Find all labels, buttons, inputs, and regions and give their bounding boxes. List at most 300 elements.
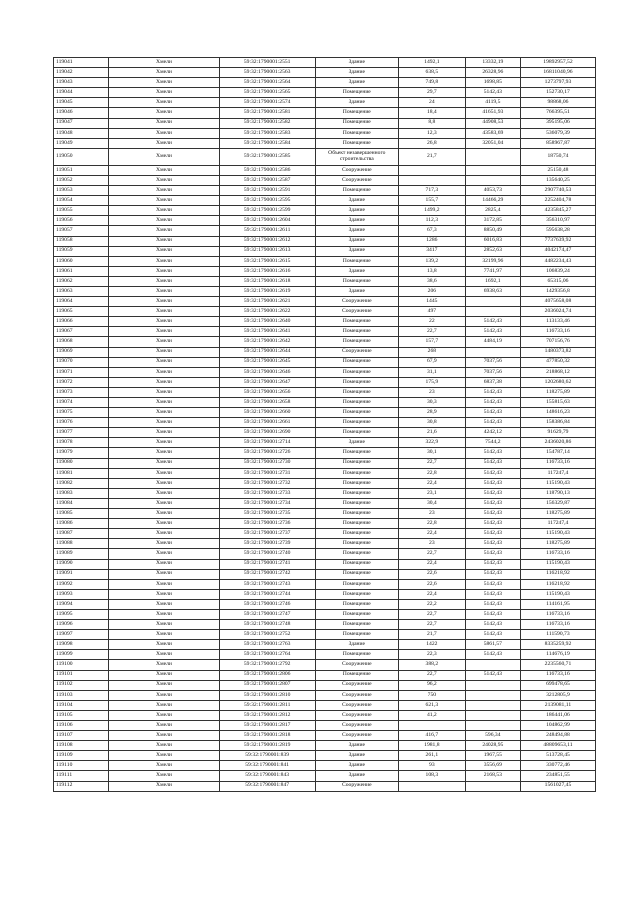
object-type-cell: Здание	[315, 266, 398, 276]
table-body	[54, 58, 596, 792]
cadastral-number-cell: 59:32:1790001:2731	[219, 468, 315, 478]
cadastral-value-cell: 18750,74	[520, 148, 595, 165]
cadastral-value-cell: 98868,06	[520, 98, 595, 108]
area-cell: 31,1	[398, 367, 465, 377]
unit-value-cell: 3172,85	[465, 216, 520, 226]
cadastral-value-cell: 116733,16	[520, 549, 595, 559]
table-row	[54, 186, 596, 196]
cadastral-value-cell: 7737639,92	[520, 236, 595, 246]
cadastral-value-cell: 114676,19	[520, 650, 595, 660]
area-cell: 175,9	[398, 377, 465, 387]
cadastral-number-cell: 59:32:1790001:2807	[219, 680, 315, 690]
area-cell: 22,7	[398, 609, 465, 619]
table-row	[54, 256, 596, 266]
locality-cell: Хмели	[109, 569, 219, 579]
table-row	[54, 236, 596, 246]
row-number-cell: 119068	[54, 337, 109, 347]
row-number-cell: 119095	[54, 609, 109, 619]
row-number-cell: 119050	[54, 148, 109, 165]
table-row	[54, 337, 596, 347]
cadastral-value-cell: 1480373,82	[520, 347, 595, 357]
row-number-cell: 119086	[54, 519, 109, 529]
cadastral-value-cell: 1429356,8	[520, 286, 595, 296]
unit-value-cell: 5142,43	[465, 88, 520, 98]
object-type-cell: Помещение	[315, 398, 398, 408]
cadastral-number-cell: 59:32:1790001:839	[219, 751, 315, 761]
unit-value-cell	[465, 700, 520, 710]
row-number-cell: 119082	[54, 478, 109, 488]
cadastral-value-cell: 115190,43	[520, 529, 595, 539]
object-type-cell: Помещение	[315, 418, 398, 428]
cadastral-number-cell: 59:32:1790001:2747	[219, 609, 315, 619]
unit-value-cell: 4242,12	[465, 428, 520, 438]
cadastral-value-cell: 152730,17	[520, 88, 595, 98]
table-row	[54, 569, 596, 579]
area-cell: 1492,1	[398, 58, 465, 68]
cadastral-number-cell: 59:32:1790001:2752	[219, 630, 315, 640]
cadastral-value-cell: 2907740,53	[520, 186, 595, 196]
area-cell: 22,8	[398, 468, 465, 478]
cadastral-value-cell: 330772,46	[520, 761, 595, 771]
cadastral-number-cell: 59:32:1790001:2811	[219, 700, 315, 710]
object-type-cell: Помещение	[315, 428, 398, 438]
row-number-cell: 119101	[54, 670, 109, 680]
locality-cell: Хмели	[109, 771, 219, 781]
cadastral-value-cell: 4042174,47	[520, 246, 595, 256]
cadastral-value-cell: 106839,24	[520, 266, 595, 276]
cadastral-value-cell: 116733,16	[520, 620, 595, 630]
cadastral-value-cell: 116733,16	[520, 670, 595, 680]
cadastral-value-cell: 2036024,74	[520, 307, 595, 317]
cadastral-value-cell: 118275,89	[520, 539, 595, 549]
area-cell	[398, 165, 465, 175]
table-row	[54, 165, 596, 175]
cadastral-number-cell: 59:32:1790001:2584	[219, 138, 315, 148]
object-type-cell: Помещение	[315, 377, 398, 387]
locality-cell: Хмели	[109, 630, 219, 640]
area-cell: 261,1	[398, 751, 465, 761]
cadastral-value-cell: 117247,4	[520, 519, 595, 529]
locality-cell: Хмели	[109, 165, 219, 175]
area-cell: 322,9	[398, 438, 465, 448]
table-row	[54, 650, 596, 660]
locality-cell: Хмели	[109, 128, 219, 138]
cadastral-value-cell: 513728,45	[520, 751, 595, 761]
area-cell	[398, 175, 465, 185]
cadastral-value-cell: 2235560,71	[520, 660, 595, 670]
object-type-cell: Помещение	[315, 559, 398, 569]
object-type-cell: Помещение	[315, 276, 398, 286]
table-row	[54, 721, 596, 731]
cadastral-value-cell: 707156,76	[520, 337, 595, 347]
locality-cell: Хмели	[109, 307, 219, 317]
table-row	[54, 448, 596, 458]
cadastral-value-cell: 356310,97	[520, 216, 595, 226]
table-row	[54, 498, 596, 508]
locality-cell: Хмели	[109, 660, 219, 670]
locality-cell: Хмели	[109, 721, 219, 731]
area-cell: 30,1	[398, 448, 465, 458]
object-type-cell: Здание	[315, 771, 398, 781]
cadastral-value-cell: 158386,84	[520, 418, 595, 428]
table-row	[54, 509, 596, 519]
locality-cell: Хмели	[109, 377, 219, 387]
unit-value-cell: 26328,96	[465, 68, 520, 78]
row-number-cell: 119046	[54, 108, 109, 118]
area-cell: 21,7	[398, 630, 465, 640]
cadastral-number-cell: 59:32:1790001:2658	[219, 398, 315, 408]
table-row	[54, 276, 596, 286]
unit-value-cell: 5142,43	[465, 398, 520, 408]
area-cell: 22,4	[398, 478, 465, 488]
row-number-cell: 119055	[54, 206, 109, 216]
unit-value-cell	[465, 781, 520, 791]
table-row	[54, 529, 596, 539]
table-row	[54, 660, 596, 670]
table-row	[54, 398, 596, 408]
cadastral-number-cell: 59:32:1790001:2564	[219, 78, 315, 88]
area-cell: 717,3	[398, 186, 465, 196]
area-cell: 23	[398, 387, 465, 397]
unit-value-cell: 13332,19	[465, 58, 520, 68]
cadastral-number-cell: 59:32:1790001:2819	[219, 741, 315, 751]
locality-cell: Хмели	[109, 599, 219, 609]
unit-value-cell: 43583,69	[465, 128, 520, 138]
unit-value-cell: 7741,97	[465, 266, 520, 276]
row-number-cell: 119100	[54, 660, 109, 670]
locality-cell: Хмели	[109, 387, 219, 397]
object-type-cell: Помещение	[315, 118, 398, 128]
locality-cell: Хмели	[109, 478, 219, 488]
unit-value-cell: 1692,1	[465, 276, 520, 286]
locality-cell: Хмели	[109, 458, 219, 468]
cadastral-number-cell: 59:32:1790001:2619	[219, 286, 315, 296]
cadastral-number-cell: 59:32:1790001:2737	[219, 529, 315, 539]
cadastral-value-cell: 477850,32	[520, 357, 595, 367]
cadastral-value-cell: 156329,87	[520, 498, 595, 508]
object-type-cell: Сооружение	[315, 297, 398, 307]
cadastral-number-cell: 59:32:1790001:2818	[219, 731, 315, 741]
cadastral-value-cell: 4482234,43	[520, 256, 595, 266]
table-row	[54, 347, 596, 357]
unit-value-cell: 5861,57	[465, 640, 520, 650]
object-type-cell: Помещение	[315, 549, 398, 559]
row-number-cell: 119099	[54, 650, 109, 660]
unit-value-cell: 5142,43	[465, 539, 520, 549]
object-type-cell: Помещение	[315, 357, 398, 367]
object-type-cell: Помещение	[315, 498, 398, 508]
cadastral-number-cell: 59:32:1790001:2792	[219, 660, 315, 670]
unit-value-cell	[465, 721, 520, 731]
object-type-cell: Помещение	[315, 138, 398, 148]
cadastral-number-cell: 59:32:1790001:2647	[219, 377, 315, 387]
row-number-cell: 119059	[54, 246, 109, 256]
area-cell: 12,3	[398, 128, 465, 138]
cadastral-number-cell: 59:32:1790001:2581	[219, 108, 315, 118]
cadastral-value-cell: 1273797,93	[520, 78, 595, 88]
area-cell: 497	[398, 307, 465, 317]
area-cell: 749,8	[398, 78, 465, 88]
area-cell: 22,8	[398, 519, 465, 529]
row-number-cell: 119049	[54, 138, 109, 148]
locality-cell: Хмели	[109, 498, 219, 508]
table-row	[54, 478, 596, 488]
area-cell: 22,2	[398, 599, 465, 609]
locality-cell: Хмели	[109, 781, 219, 791]
object-type-cell: Помещение	[315, 630, 398, 640]
table-row	[54, 488, 596, 498]
area-cell: 23	[398, 539, 465, 549]
row-number-cell: 119096	[54, 620, 109, 630]
object-type-cell: Здание	[315, 286, 398, 296]
locality-cell: Хмели	[109, 276, 219, 286]
cadastral-number-cell: 59:32:1790001:2574	[219, 98, 315, 108]
object-type-cell: Помещение	[315, 256, 398, 266]
row-number-cell: 119071	[54, 367, 109, 377]
area-cell: 22,7	[398, 458, 465, 468]
locality-cell: Хмели	[109, 549, 219, 559]
object-type-cell: Сооружение	[315, 660, 398, 670]
locality-cell: Хмели	[109, 58, 219, 68]
unit-value-cell	[465, 347, 520, 357]
object-type-cell: Здание	[315, 78, 398, 88]
area-cell: 206	[398, 286, 465, 296]
cadastral-number-cell: 59:32:1790001:2714	[219, 438, 315, 448]
object-type-cell: Помещение	[315, 448, 398, 458]
object-type-cell: Помещение	[315, 458, 398, 468]
locality-cell: Хмели	[109, 98, 219, 108]
cadastral-number-cell: 59:32:1790001:2622	[219, 307, 315, 317]
table-row	[54, 408, 596, 418]
area-cell: 23	[398, 509, 465, 519]
area-cell: 22,6	[398, 579, 465, 589]
row-number-cell: 119079	[54, 448, 109, 458]
row-number-cell: 119085	[54, 509, 109, 519]
object-type-cell: Здание	[315, 751, 398, 761]
locality-cell: Хмели	[109, 670, 219, 680]
cadastral-value-cell: 1202680,62	[520, 377, 595, 387]
unit-value-cell	[465, 307, 520, 317]
cadastral-value-cell: 234851,55	[520, 771, 595, 781]
locality-cell: Хмели	[109, 236, 219, 246]
cadastral-number-cell: 59:32:1790001:2582	[219, 118, 315, 128]
cadastral-number-cell: 59:32:1790001:2583	[219, 128, 315, 138]
cadastral-value-cell: 118790,13	[520, 488, 595, 498]
area-cell: 155,7	[398, 196, 465, 206]
cadastral-number-cell: 59:32:1790001:2661	[219, 418, 315, 428]
object-type-cell: Помещение	[315, 609, 398, 619]
row-number-cell: 119044	[54, 88, 109, 98]
unit-value-cell: 5142,43	[465, 448, 520, 458]
cadastral-number-cell: 59:32:1790001:2734	[219, 498, 315, 508]
cadastral-number-cell: 59:32:1790001:2746	[219, 599, 315, 609]
locality-cell: Хмели	[109, 710, 219, 720]
locality-cell: Хмели	[109, 138, 219, 148]
area-cell: 22,7	[398, 549, 465, 559]
area-cell: 30,3	[398, 398, 465, 408]
cadastral-number-cell: 59:32:1790001:2726	[219, 448, 315, 458]
unit-value-cell: 5142,43	[465, 488, 520, 498]
area-cell: 108,3	[398, 771, 465, 781]
cadastral-number-cell: 59:32:1790001:2565	[219, 88, 315, 98]
table-row	[54, 640, 596, 650]
locality-cell: Хмели	[109, 286, 219, 296]
row-number-cell: 119074	[54, 398, 109, 408]
unit-value-cell: 5142,43	[465, 478, 520, 488]
row-number-cell: 119075	[54, 408, 109, 418]
object-type-cell: Здание	[315, 640, 398, 650]
object-type-cell: Сооружение	[315, 731, 398, 741]
unit-value-cell: 32051,04	[465, 138, 520, 148]
object-type-cell: Здание	[315, 246, 398, 256]
unit-value-cell: 5142,43	[465, 468, 520, 478]
area-cell: 1286	[398, 236, 465, 246]
cadastral-value-cell: 595638,28	[520, 226, 595, 236]
cadastral-number-cell: 59:32:1790001:2585	[219, 148, 315, 165]
row-number-cell: 119070	[54, 357, 109, 367]
unit-value-cell: 41651,93	[465, 108, 520, 118]
table-row	[54, 771, 596, 781]
area-cell: 41,2	[398, 710, 465, 720]
locality-cell: Хмели	[109, 347, 219, 357]
table-row	[54, 751, 596, 761]
cadastral-value-cell: 766395,51	[520, 108, 595, 118]
cadastral-value-cell: 48809653,11	[520, 741, 595, 751]
locality-cell: Хмели	[109, 428, 219, 438]
unit-value-cell	[465, 165, 520, 175]
locality-cell: Хмели	[109, 539, 219, 549]
unit-value-cell: 1967,55	[465, 751, 520, 761]
row-number-cell: 119045	[54, 98, 109, 108]
object-type-cell: Помещение	[315, 408, 398, 418]
cadastral-number-cell: 59:32:1790001:2563	[219, 68, 315, 78]
row-number-cell: 119051	[54, 165, 109, 175]
area-cell: 416,7	[398, 731, 465, 741]
locality-cell: Хмели	[109, 108, 219, 118]
table-row	[54, 118, 596, 128]
area-cell: 112,3	[398, 216, 465, 226]
cadastral-number-cell: 59:32:1790001:2641	[219, 327, 315, 337]
area-cell: 1981,8	[398, 741, 465, 751]
cadastral-value-cell: 91629,79	[520, 428, 595, 438]
object-type-cell: Сооружение	[315, 175, 398, 185]
row-number-cell: 119091	[54, 569, 109, 579]
object-type-cell: Помещение	[315, 108, 398, 118]
unit-value-cell: 5142,43	[465, 509, 520, 519]
unit-value-cell: 5142,43	[465, 317, 520, 327]
cadastral-number-cell: 59:32:1790001:2611	[219, 226, 315, 236]
cadastral-value-cell: 116218,92	[520, 569, 595, 579]
unit-value-cell: 8850,49	[465, 226, 520, 236]
cadastral-number-cell: 59:32:1790001:2810	[219, 690, 315, 700]
row-number-cell: 119094	[54, 599, 109, 609]
unit-value-cell: 3556,69	[465, 761, 520, 771]
area-cell: 67,9	[398, 357, 465, 367]
area-cell: 1499,2	[398, 206, 465, 216]
locality-cell: Хмели	[109, 690, 219, 700]
table-row	[54, 357, 596, 367]
cadastral-number-cell: 59:32:1790001:2736	[219, 519, 315, 529]
area-cell: 268	[398, 347, 465, 357]
table-row	[54, 519, 596, 529]
object-type-cell: Помещение	[315, 186, 398, 196]
area-cell: 1445	[398, 297, 465, 307]
object-type-cell: Помещение	[315, 387, 398, 397]
row-number-cell: 119067	[54, 327, 109, 337]
object-type-cell: Сооружение	[315, 781, 398, 791]
table-row	[54, 175, 596, 185]
locality-cell: Хмели	[109, 680, 219, 690]
locality-cell: Хмели	[109, 175, 219, 185]
cadastral-number-cell: 59:32:1790001:2741	[219, 559, 315, 569]
table-row	[54, 539, 596, 549]
cadastral-number-cell: 59:32:1790001:2586	[219, 165, 315, 175]
locality-cell: Хмели	[109, 256, 219, 266]
cadastral-value-cell: 536079,39	[520, 128, 595, 138]
unit-value-cell: 6016,83	[465, 236, 520, 246]
area-cell: 26,8	[398, 138, 465, 148]
table-row	[54, 226, 596, 236]
object-type-cell: Помещение	[315, 478, 398, 488]
row-number-cell: 119066	[54, 317, 109, 327]
unit-value-cell: 24028,95	[465, 741, 520, 751]
area-cell: 22,4	[398, 529, 465, 539]
row-number-cell: 119072	[54, 377, 109, 387]
locality-cell: Хмели	[109, 529, 219, 539]
object-type-cell: Помещение	[315, 488, 398, 498]
locality-cell: Хмели	[109, 700, 219, 710]
locality-cell: Хмели	[109, 206, 219, 216]
locality-cell: Хмели	[109, 78, 219, 88]
locality-cell: Хмели	[109, 327, 219, 337]
object-type-cell: Здание	[315, 741, 398, 751]
unit-value-cell: 4484,19	[465, 337, 520, 347]
object-type-cell: Сооружение	[315, 347, 398, 357]
cadastral-number-cell: 59:32:1790001:2735	[219, 509, 315, 519]
cadastral-value-cell: 154787,14	[520, 448, 595, 458]
cadastral-value-cell: 16811040,96	[520, 68, 595, 78]
cadastral-value-cell: 858967,87	[520, 138, 595, 148]
table-row	[54, 206, 596, 216]
table-row	[54, 741, 596, 751]
unit-value-cell	[465, 690, 520, 700]
locality-cell: Хмели	[109, 741, 219, 751]
area-cell: 30,8	[398, 418, 465, 428]
object-type-cell: Здание	[315, 236, 398, 246]
unit-value-cell	[465, 297, 520, 307]
unit-value-cell	[465, 148, 520, 165]
locality-cell: Хмели	[109, 579, 219, 589]
cadastral-value-cell: 3212805,9	[520, 690, 595, 700]
locality-cell: Хмели	[109, 186, 219, 196]
table-row	[54, 266, 596, 276]
area-cell: 21,6	[398, 428, 465, 438]
locality-cell: Хмели	[109, 519, 219, 529]
row-number-cell: 119076	[54, 418, 109, 428]
unit-value-cell: 5142,43	[465, 569, 520, 579]
object-type-cell: Сооружение	[315, 710, 398, 720]
locality-cell: Хмели	[109, 398, 219, 408]
locality-cell: Хмели	[109, 609, 219, 619]
locality-cell: Хмели	[109, 196, 219, 206]
object-type-cell: Помещение	[315, 529, 398, 539]
unit-value-cell	[465, 660, 520, 670]
table-row	[54, 108, 596, 118]
row-number-cell: 119057	[54, 226, 109, 236]
unit-value-cell: 5142,43	[465, 498, 520, 508]
area-cell: 22,7	[398, 327, 465, 337]
cadastral-value-cell: 148616,23	[520, 408, 595, 418]
